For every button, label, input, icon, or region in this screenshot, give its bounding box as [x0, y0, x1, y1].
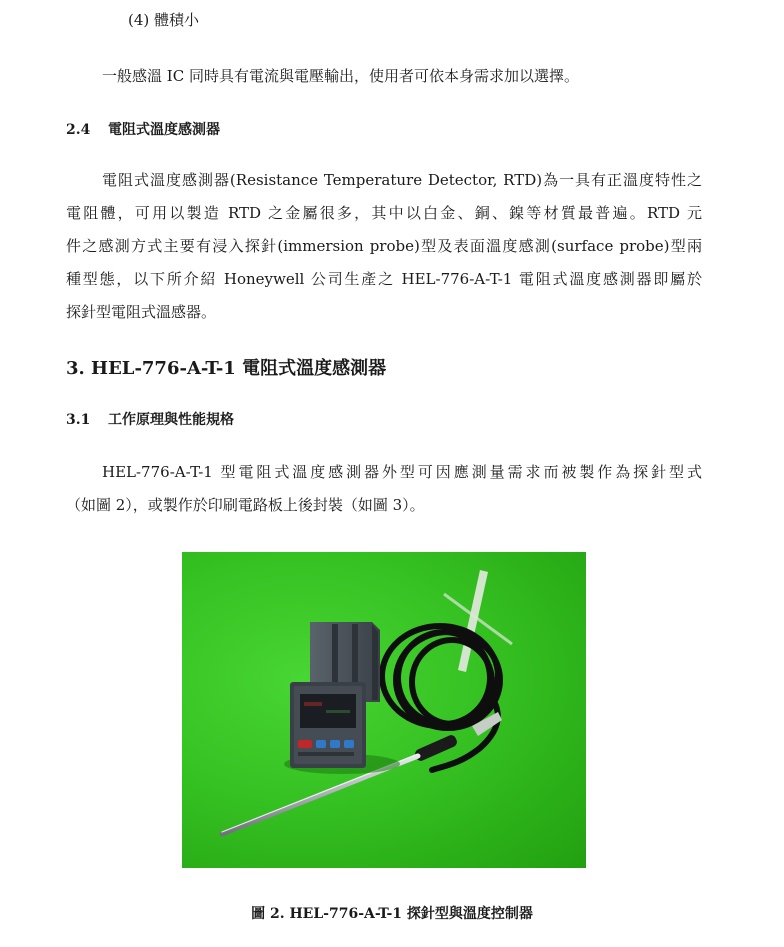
section-number: 3.1 — [66, 412, 91, 428]
red-button — [298, 740, 312, 748]
coiled-cable — [382, 626, 500, 728]
paragraph-rtd-line-2: 電阻體，可用以製造 RTD 之金屬很多，其中以白金、銅、鎳等材質最普遍。RTD 元 — [66, 204, 702, 222]
section-heading-2-4 — [66, 120, 220, 140]
section-heading-3-1 — [66, 410, 234, 430]
paragraph-rtd-line-5: 探針型電阻式溫感器。 — [66, 303, 217, 321]
blue-button — [316, 740, 326, 748]
blue-button — [330, 740, 340, 748]
paragraph-rtd-line-4: 種型態，以下所介紹 Honeywell 公司生產之 HEL-776-A-T-1 電阻式溫度感測器即屬於 — [66, 270, 702, 288]
section-title: 工作原理與性能規格 — [108, 412, 234, 428]
probe-controller-photo — [182, 552, 586, 868]
paragraph-hel-line-1: HEL-776-A-T-1 型電阻式溫度感測器外型可因應測量需求而被製作為探針型式 — [102, 463, 702, 481]
paragraph-rtd-line-1: 電阻式溫度感測器(Resistance Temperature Detector, RTD)為一具有正溫度特性之 — [102, 171, 702, 189]
probe-handle — [413, 734, 458, 763]
blue-button — [344, 740, 354, 748]
section-title: 電阻式溫度感測器 — [108, 122, 220, 138]
figure-caption: 圖 2. HEL-776-A-T-1 探針型與溫度控制器 — [251, 906, 533, 922]
section-number: 2.4 — [66, 122, 91, 138]
paragraph-ic-output: 一般感溫 IC 同時具有電流與電壓輸出，使用者可依本身需求加以選擇。 — [102, 67, 579, 85]
figure-photo — [182, 552, 586, 868]
paragraph-rtd-line-3: 件之感測方式主要有浸入探針(immersion probe)型及表面溫度感測(surface probe)型兩 — [66, 237, 702, 255]
section-heading-3: 3. HEL-776-A-T-1 電阻式溫度感測器 — [66, 358, 387, 379]
list-item-volume: (4) 體積小 — [128, 11, 200, 29]
paragraph-hel-line-2: （如圖 2），或製作於印刷電路板上後封裝（如圖 3）。 — [66, 496, 425, 514]
